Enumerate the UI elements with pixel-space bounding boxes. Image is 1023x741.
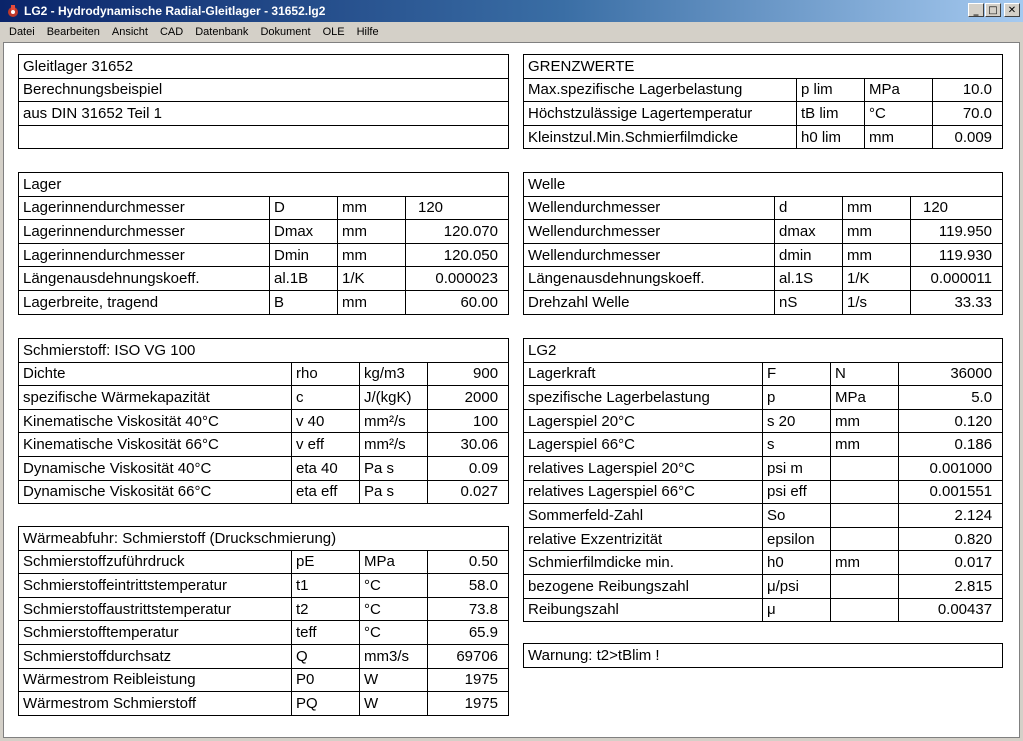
param-unit: 1/K	[338, 267, 406, 291]
param-unit: mm	[843, 196, 911, 220]
param-unit: mm	[338, 220, 406, 244]
param-value[interactable]: 0.001551	[899, 480, 1003, 504]
param-symbol: Dmin	[270, 243, 338, 267]
param-unit: W	[360, 668, 428, 692]
param-label: relative Exzentrizität	[524, 527, 763, 551]
table-row	[524, 574, 1003, 598]
param-unit	[831, 456, 899, 480]
table-row	[19, 574, 509, 598]
param-value[interactable]: 120.070	[406, 220, 509, 244]
param-label: Dynamische Viskosität 66°C	[19, 480, 292, 504]
param-value[interactable]: 33.33	[911, 290, 1003, 314]
param-label: Reibungszahl	[524, 598, 763, 622]
param-label: Wellendurchmesser	[524, 243, 775, 267]
param-symbol: μ/psi	[763, 574, 831, 598]
table-row	[19, 220, 509, 244]
menu-cad[interactable]: CAD	[159, 26, 184, 38]
param-unit: mm	[865, 125, 933, 149]
warning-text: Warnung: t2>tBlim !	[524, 644, 1003, 668]
table-row	[19, 480, 509, 504]
minimize-button[interactable]: _	[968, 3, 984, 17]
section-title: Schmierstoff: ISO VG 100	[19, 339, 509, 363]
param-value[interactable]: 1975	[428, 668, 509, 692]
param-value[interactable]: 2000	[428, 386, 509, 410]
param-value[interactable]: 2.124	[899, 504, 1003, 528]
table-row	[524, 290, 1003, 314]
table-row	[19, 290, 509, 314]
table-row	[524, 598, 1003, 622]
table-row	[19, 597, 509, 621]
param-value[interactable]: 10.0	[933, 78, 1003, 102]
param-symbol: s	[763, 433, 831, 457]
param-label: Sommerfeld-Zahl	[524, 504, 763, 528]
param-symbol: t1	[292, 574, 360, 598]
table-row	[19, 362, 509, 386]
param-label: Lagerinnendurchmesser	[19, 220, 270, 244]
param-label: bezogene Reibungszahl	[524, 574, 763, 598]
table-row	[19, 243, 509, 267]
param-value[interactable]: 60.00	[406, 290, 509, 314]
param-unit	[831, 574, 899, 598]
param-label: Max.spezifische Lagerbelastung	[524, 78, 797, 102]
param-symbol: dmax	[775, 220, 843, 244]
param-value[interactable]: 5.0	[899, 386, 1003, 410]
param-value[interactable]: 0.000023	[406, 267, 509, 291]
param-symbol: al.1S	[775, 267, 843, 291]
table-row	[19, 433, 509, 457]
close-button[interactable]: ✕	[1004, 3, 1020, 17]
warning-table	[523, 643, 1003, 668]
param-symbol: μ	[763, 598, 831, 622]
param-symbol: rho	[292, 362, 360, 386]
param-unit: kg/m3	[360, 362, 428, 386]
menu-hilfe[interactable]: Hilfe	[356, 26, 379, 38]
param-symbol: v eff	[292, 433, 360, 457]
param-value[interactable]: 69706	[428, 644, 509, 668]
table-row	[524, 433, 1003, 457]
lg2-table	[523, 338, 1003, 622]
param-label: Höchstzulässige Lagertemperatur	[524, 102, 797, 126]
param-value[interactable]: 0.50	[428, 550, 509, 574]
param-label: Schmierstofftemperatur	[19, 621, 292, 645]
section-title: Welle	[524, 173, 1003, 197]
param-symbol: v 40	[292, 409, 360, 433]
table-row	[19, 386, 509, 410]
param-unit: Pa s	[360, 480, 428, 504]
info-line: Gleitlager 31652	[19, 55, 509, 79]
param-unit: °C	[360, 597, 428, 621]
param-symbol: s 20	[763, 409, 831, 433]
param-symbol: psi eff	[763, 480, 831, 504]
param-value[interactable]: 0.017	[899, 551, 1003, 575]
param-symbol: Q	[292, 644, 360, 668]
param-unit: mm	[338, 196, 406, 220]
menu-datei[interactable]: Datei	[9, 26, 35, 38]
param-value[interactable]: 900	[428, 362, 509, 386]
param-unit	[831, 480, 899, 504]
param-value[interactable]: 0.120	[899, 409, 1003, 433]
param-value[interactable]: 70.0	[933, 102, 1003, 126]
table-row	[19, 550, 509, 574]
param-label: Schmierstoffaustrittstemperatur	[19, 597, 292, 621]
param-value[interactable]: 0.09	[428, 456, 509, 480]
param-value[interactable]: 119.930	[911, 243, 1003, 267]
welle-table	[523, 172, 1003, 315]
param-unit: mm	[338, 290, 406, 314]
param-unit: W	[360, 692, 428, 716]
param-label: Kleinstzul.Min.Schmierfilmdicke	[524, 125, 797, 149]
param-label: Dynamische Viskosität 40°C	[19, 456, 292, 480]
table-row	[19, 621, 509, 645]
param-unit	[831, 504, 899, 528]
param-unit: mm	[843, 220, 911, 244]
param-symbol: eta eff	[292, 480, 360, 504]
grenzwerte-table	[523, 54, 1003, 149]
param-symbol: F	[763, 362, 831, 386]
param-symbol: t2	[292, 597, 360, 621]
param-symbol: nS	[775, 290, 843, 314]
table-row	[524, 504, 1003, 528]
param-symbol: epsilon	[763, 527, 831, 551]
param-label: Wellendurchmesser	[524, 196, 775, 220]
table-row	[524, 386, 1003, 410]
param-unit: °C	[360, 621, 428, 645]
param-unit: N	[831, 362, 899, 386]
param-value[interactable]: 100	[428, 409, 509, 433]
param-label: Drehzahl Welle	[524, 290, 775, 314]
title-bar	[0, 0, 1023, 22]
param-label: Lagerkraft	[524, 362, 763, 386]
menu-ole[interactable]: OLE	[322, 26, 345, 38]
param-label: spezifische Wärmekapazität	[19, 386, 292, 410]
table-row	[19, 409, 509, 433]
param-unit: mm	[831, 409, 899, 433]
info-table	[18, 54, 509, 149]
param-unit: MPa	[865, 78, 933, 102]
param-label: relatives Lagerspiel 66°C	[524, 480, 763, 504]
param-unit: mm	[831, 433, 899, 457]
param-label: spezifische Lagerbelastung	[524, 386, 763, 410]
param-symbol: p	[763, 386, 831, 410]
param-unit: J/(kgK)	[360, 386, 428, 410]
param-unit: mm²/s	[360, 433, 428, 457]
waermeabfuhr-table	[18, 526, 509, 716]
param-value[interactable]: 0.820	[899, 527, 1003, 551]
table-row	[524, 362, 1003, 386]
param-unit: mm²/s	[360, 409, 428, 433]
param-label: Schmierstoffeintrittstemperatur	[19, 574, 292, 598]
param-label: Kinematische Viskosität 66°C	[19, 433, 292, 457]
table-row	[19, 668, 509, 692]
table-row	[524, 243, 1003, 267]
menu-dokument[interactable]: Dokument	[260, 26, 311, 38]
param-label: Lagerinnendurchmesser	[19, 243, 270, 267]
table-row	[524, 456, 1003, 480]
param-symbol: pE	[292, 550, 360, 574]
maximize-button[interactable]: □	[985, 3, 1001, 17]
param-symbol: tB lim	[797, 102, 865, 126]
param-label: Dichte	[19, 362, 292, 386]
table-row	[524, 480, 1003, 504]
menu-bearbeiten[interactable]: Bearbeiten	[46, 26, 100, 38]
param-symbol: psi m	[763, 456, 831, 480]
param-symbol: Dmax	[270, 220, 338, 244]
param-value[interactable]: 1975	[428, 692, 509, 716]
param-label: Schmierstoffzuführdruck	[19, 550, 292, 574]
param-label: Lagerbreite, tragend	[19, 290, 270, 314]
section-title: GRENZWERTE	[524, 55, 1003, 79]
param-unit: mm	[831, 551, 899, 575]
table-row	[524, 551, 1003, 575]
param-symbol: So	[763, 504, 831, 528]
param-value[interactable]: 58.0	[428, 574, 509, 598]
param-value[interactable]: 36000	[899, 362, 1003, 386]
param-unit: °C	[865, 102, 933, 126]
param-label: Wellendurchmesser	[524, 220, 775, 244]
param-unit: MPa	[831, 386, 899, 410]
param-unit: °C	[360, 574, 428, 598]
param-unit: mm	[338, 243, 406, 267]
window-title: LG2 - Hydrodynamische Radial-Gleitlager - 31652.lg2	[24, 4, 326, 18]
section-title: LG2	[524, 339, 1003, 363]
param-symbol: eta 40	[292, 456, 360, 480]
param-symbol: p lim	[797, 78, 865, 102]
param-value[interactable]: 0.009	[933, 125, 1003, 149]
param-symbol: teff	[292, 621, 360, 645]
table-row	[524, 220, 1003, 244]
table-row	[524, 102, 1003, 126]
param-unit: 1/s	[843, 290, 911, 314]
menu-bar	[0, 22, 1023, 42]
param-unit	[831, 598, 899, 622]
table-row	[524, 78, 1003, 102]
table-row	[19, 267, 509, 291]
table-row	[19, 196, 509, 220]
section-title: Wärmeabfuhr: Schmierstoff (Druckschmierung)	[19, 527, 509, 551]
param-value[interactable]: 2.815	[899, 574, 1003, 598]
param-symbol: al.1B	[270, 267, 338, 291]
param-symbol: h0 lim	[797, 125, 865, 149]
app-icon	[6, 4, 20, 18]
param-label: Wärmestrom Schmierstoff	[19, 692, 292, 716]
param-label: Längenausdehnungskoeff.	[19, 267, 270, 291]
param-symbol: h0	[763, 551, 831, 575]
param-unit	[831, 527, 899, 551]
schmierstoff-table	[18, 338, 509, 504]
param-value[interactable]: 0.000011	[911, 267, 1003, 291]
menu-ansicht[interactable]: Ansicht	[111, 26, 148, 38]
param-symbol: D	[270, 196, 338, 220]
param-value[interactable]: 73.8	[428, 597, 509, 621]
table-row	[524, 125, 1003, 149]
param-symbol: P0	[292, 668, 360, 692]
param-value[interactable]: 120	[406, 196, 509, 220]
param-unit: 1/K	[843, 267, 911, 291]
param-unit: mm	[843, 243, 911, 267]
param-value[interactable]: 30.06	[428, 433, 509, 457]
param-symbol: dmin	[775, 243, 843, 267]
param-value[interactable]: 119.950	[911, 220, 1003, 244]
table-row	[524, 267, 1003, 291]
table-row	[19, 692, 509, 716]
info-line: Berechnungsbeispiel	[19, 78, 509, 102]
param-unit: Pa s	[360, 456, 428, 480]
section-title: Lager	[19, 173, 509, 197]
param-symbol: PQ	[292, 692, 360, 716]
menu-datenbank[interactable]: Datenbank	[195, 26, 249, 38]
param-label: Lagerspiel 20°C	[524, 409, 763, 433]
param-value[interactable]: 0.027	[428, 480, 509, 504]
param-label: Schmierstoffdurchsatz	[19, 644, 292, 668]
info-line	[19, 125, 509, 149]
param-value[interactable]: 120.050	[406, 243, 509, 267]
param-label: Kinematische Viskosität 40°C	[19, 409, 292, 433]
table-row	[19, 456, 509, 480]
param-label: Wärmestrom Reibleistung	[19, 668, 292, 692]
param-value[interactable]: 65.9	[428, 621, 509, 645]
lager-table	[18, 172, 509, 315]
param-unit: MPa	[360, 550, 428, 574]
param-symbol: d	[775, 196, 843, 220]
param-label: Lagerspiel 66°C	[524, 433, 763, 457]
param-symbol: B	[270, 290, 338, 314]
param-label: Schmierfilmdicke min.	[524, 551, 763, 575]
table-row	[524, 409, 1003, 433]
param-label: relatives Lagerspiel 20°C	[524, 456, 763, 480]
param-label: Lagerinnendurchmesser	[19, 196, 270, 220]
param-value[interactable]: 0.001000	[899, 456, 1003, 480]
param-value[interactable]: 120	[911, 196, 1003, 220]
param-label: Längenausdehnungskoeff.	[524, 267, 775, 291]
table-row	[19, 644, 509, 668]
info-line: aus DIN 31652 Teil 1	[19, 102, 509, 126]
table-row	[524, 196, 1003, 220]
param-value[interactable]: 0.00437	[899, 598, 1003, 622]
param-unit: mm3/s	[360, 644, 428, 668]
param-symbol: c	[292, 386, 360, 410]
table-row	[524, 527, 1003, 551]
param-value[interactable]: 0.186	[899, 433, 1003, 457]
